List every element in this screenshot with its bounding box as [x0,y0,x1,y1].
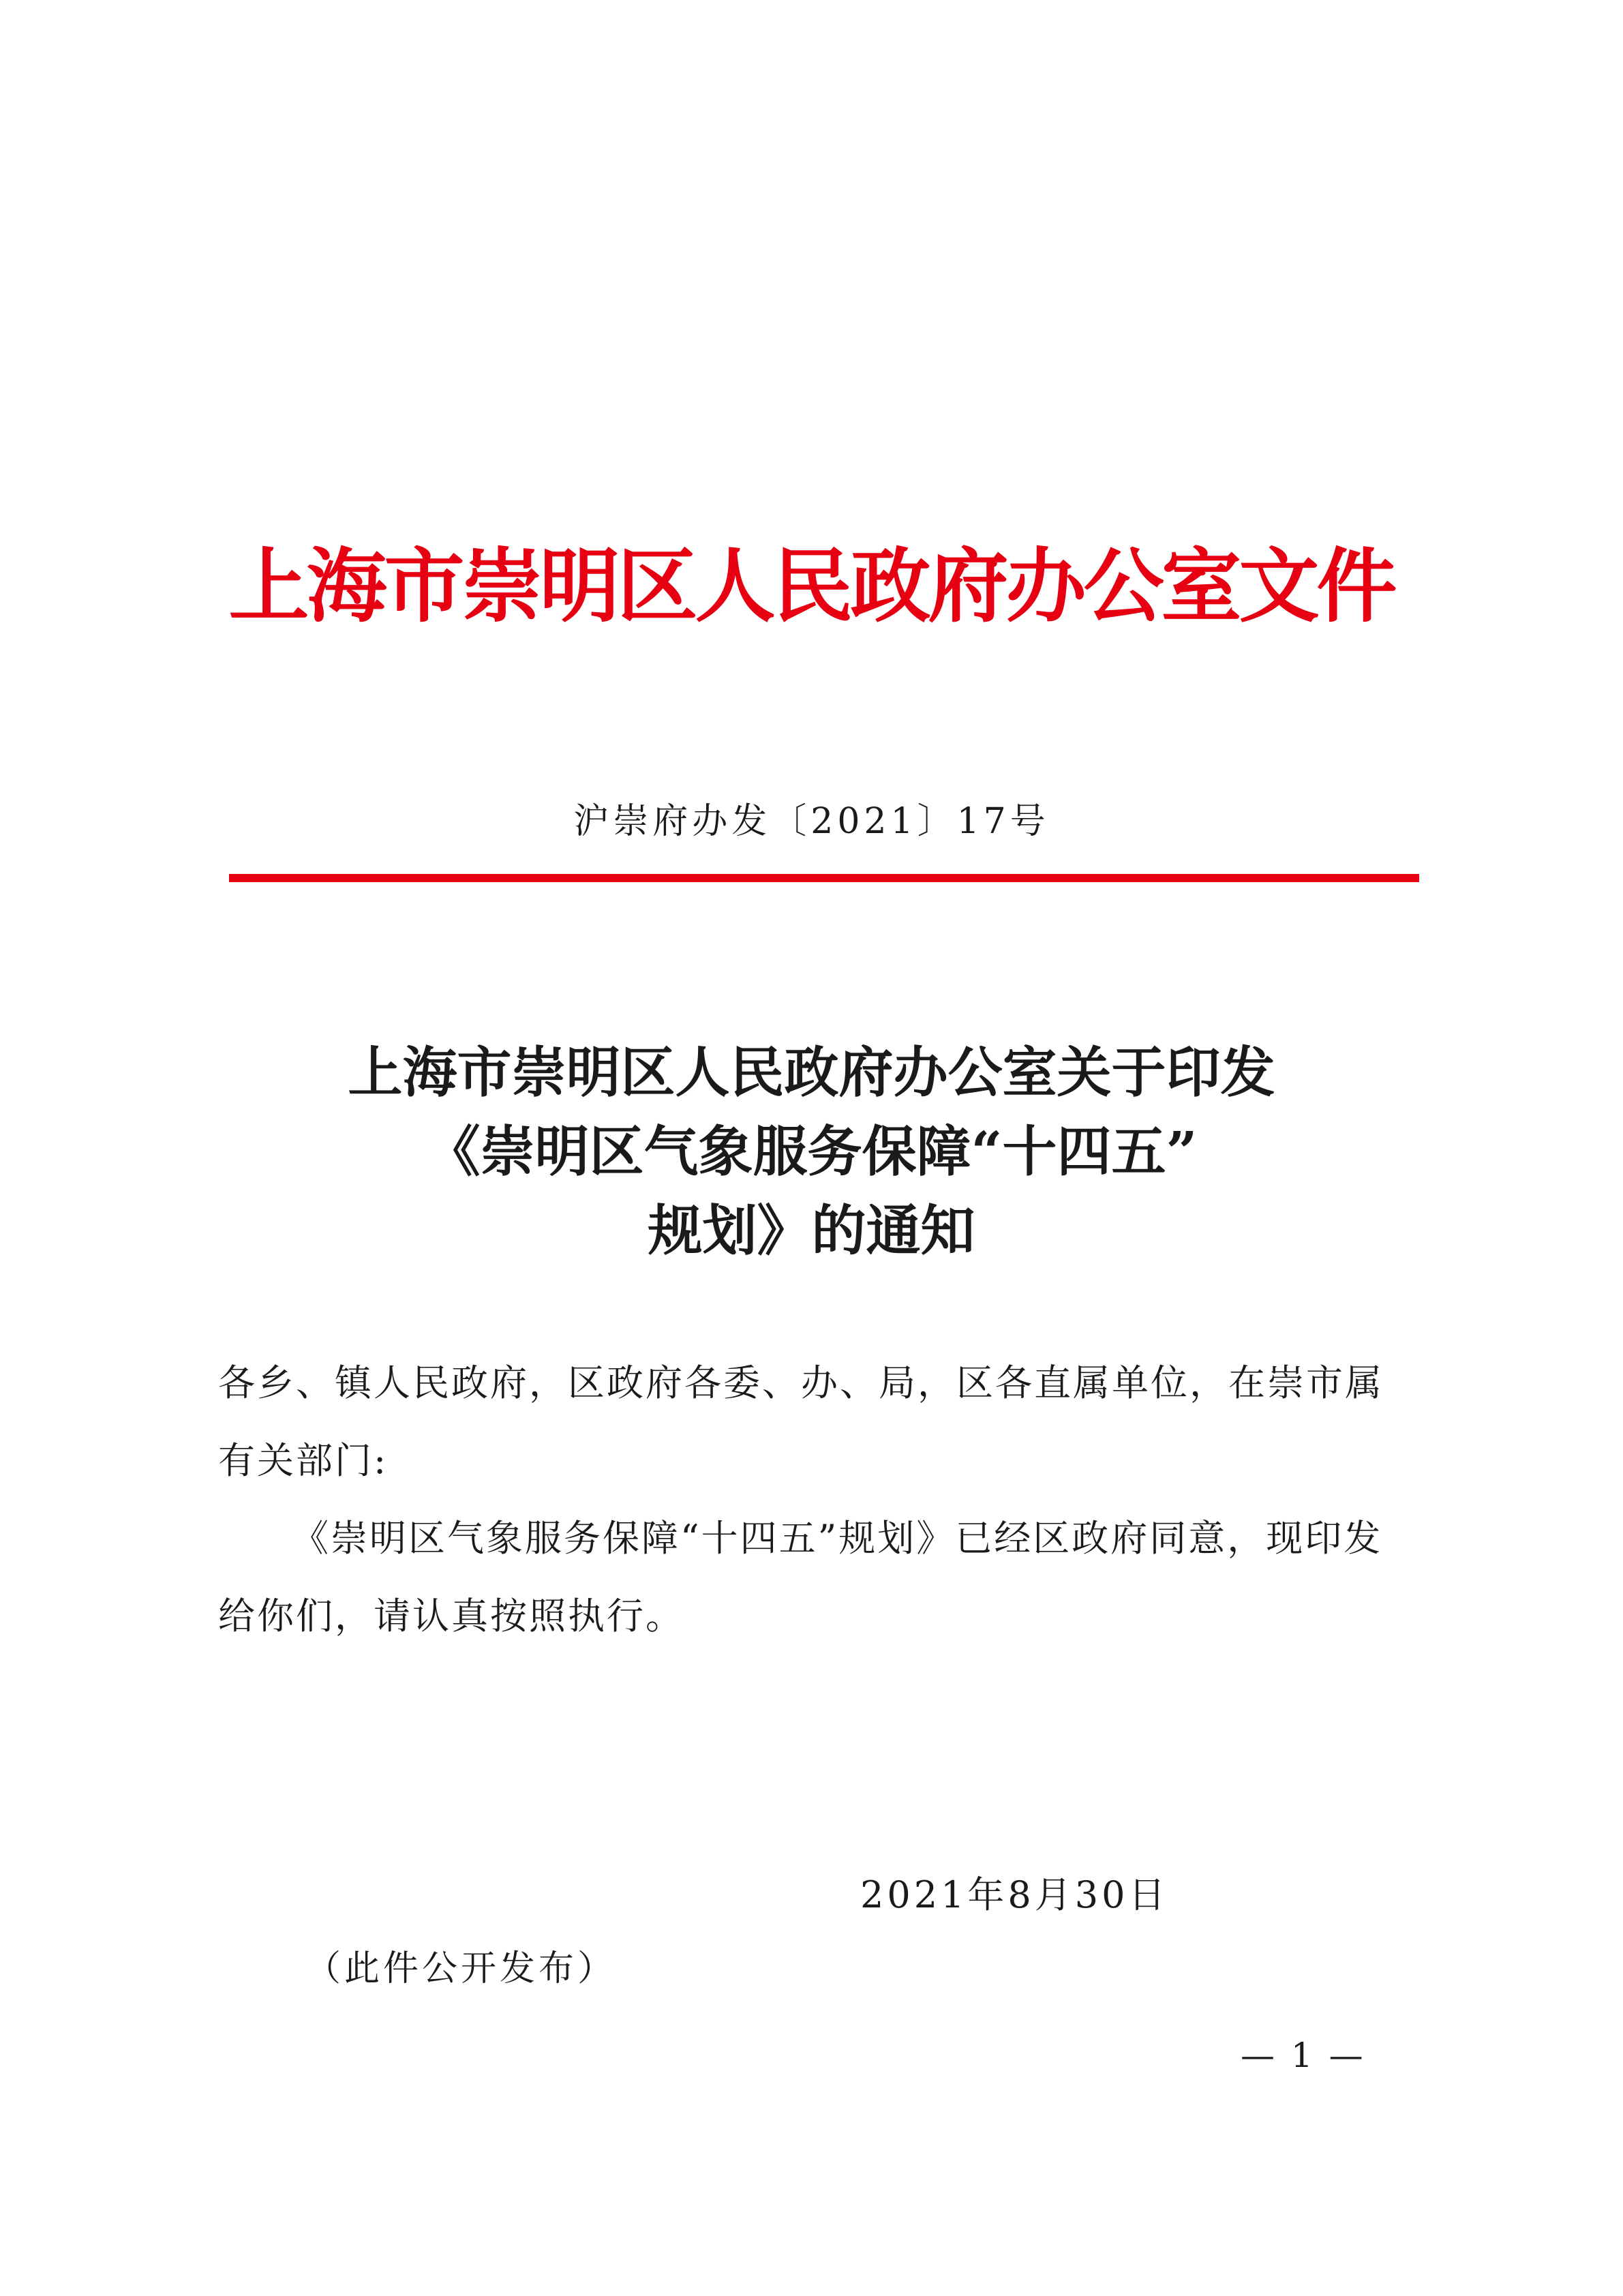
issue-date: 2021年8月30日 [860,1873,1169,1916]
document-title [0,1033,1623,1270]
issuer-title: 上海市崇明区人民政府办公室文件 [228,539,1395,633]
document-title-line-3: 规划》的通知 [648,1198,975,1263]
document-body [218,1344,1418,1655]
document-title-line-2: 《崇明区气象服务保障“十四五” [425,1119,1198,1183]
document-title-line-1: 上海市崇明区人民政府办公室关于印发 [348,1040,1275,1104]
body-paragraph: 《崇明区气象服务保障“十四五”规划》已经区政府同意，现印发给你们，请认真按照执行。 [218,1517,1383,1637]
document-number: 沪崇府办发〔2021〕17号 [573,801,1050,842]
addressee: 各乡、镇人民政府，区政府各委、办、局，区各直属单位，在崇市属有关部门: [218,1361,1384,1482]
publish-note: （此件公开发布） [305,1948,617,1989]
page-number: — 1 — [1241,2036,1366,2075]
red-divider-line [229,874,1419,882]
